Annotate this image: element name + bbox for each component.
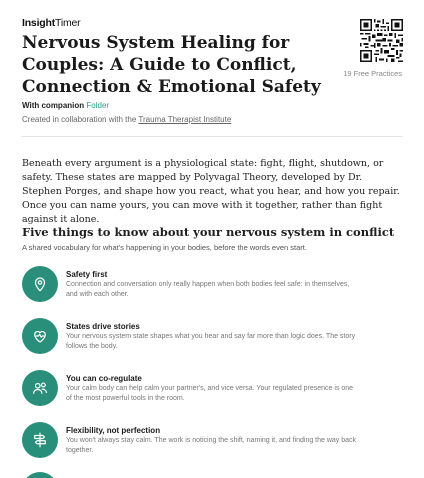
brand-bold: Insight [22, 17, 56, 29]
list-item [22, 266, 402, 306]
companion-folder-link[interactable]: Folder [86, 101, 110, 110]
collab-institute-link[interactable]: Trauma Therapist Institute [138, 115, 232, 124]
section-heading: Five things to know about your nervous system in conflict [22, 225, 395, 239]
collaboration-line [22, 115, 231, 124]
item-description: Connection and conversation only really happen when both bodies feel safe: in themselves, and with each other. [66, 281, 350, 298]
list-item [22, 472, 402, 478]
companion-prefix: With companion [22, 101, 85, 110]
qr-code [360, 19, 403, 62]
item-title: Safety first [66, 270, 108, 279]
item-description: You won't always stay calm. The work is noticing the shift, naming it, and finding the way back together. [66, 437, 357, 454]
item-title: States drive stories [66, 322, 140, 331]
intro-paragraph: Beneath every argument is a physiological state: fight, flight, shutdown, or safety. These states are mapped by Polyvagal Theory, developed by Dr. Stephen Porges, and shape how you react, what you hear, and how you repair. Once you can name yours, you can move with it together, rather than fight against it alone. [22, 158, 400, 225]
list-item [22, 422, 402, 462]
location-pin-icon [22, 266, 58, 302]
section-subheading: A shared vocabulary for what's happening in your bodies, before the words even start. [22, 243, 307, 252]
brand-light: Timer [55, 17, 81, 29]
item-description: Your calm body can help calm your partner's, and vice versa. Your regulated presence is one of the most powerful tools in the room. [66, 385, 354, 402]
heart-pulse-icon [22, 318, 58, 354]
companion-line [22, 101, 109, 110]
signpost-icon [22, 422, 58, 458]
page-title: Nervous System Healing for Couples: A Guide to Conflict, Connection & Emotional Safety [22, 33, 321, 97]
item-title: You can co-regulate [66, 374, 142, 383]
list-item [22, 318, 402, 358]
insight-timer-logo[interactable] [22, 17, 80, 29]
qr-caption: 19 Free Practices [343, 69, 402, 78]
list-item [22, 370, 402, 410]
divider [22, 136, 402, 137]
item-title: Flexibility, not perfection [66, 426, 161, 435]
collab-prefix: Created in collaboration with the [22, 115, 137, 124]
item-description: Your nervous system state shapes what you hear and say far more than logic does. The story follows the body. [66, 333, 356, 350]
people-icon [22, 370, 58, 406]
circle-icon [22, 472, 58, 478]
